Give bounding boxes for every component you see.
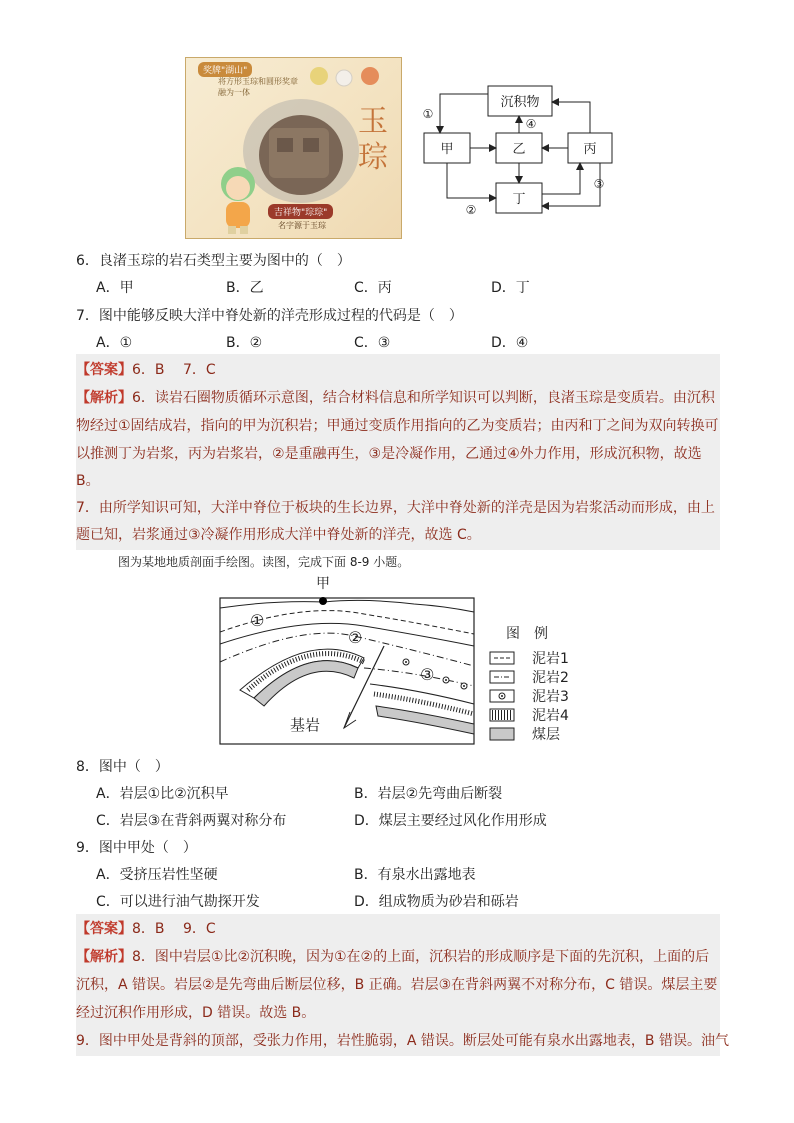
poster-big-char-2: 琮 (358, 140, 388, 175)
explanation-1-line2: 物经过①固结成岩，指向的甲为沉积岩；甲通过变质作用指向的乙为变质岩；由丙和丁之间为双向转换可 (76, 418, 719, 434)
label-n1: ① (422, 107, 434, 121)
q7-option-d[interactable]: D．④ (491, 335, 529, 351)
section-label-bedrock: 基岩 (290, 716, 321, 734)
explanation-label-1: 【解析】 (76, 390, 132, 406)
legend-item-2: 泥岩2 (532, 670, 569, 686)
legend-item-5: 煤层 (532, 727, 560, 743)
label-n4: ④ (525, 117, 537, 131)
section-label-3: ③ (420, 665, 435, 684)
medals-icon (304, 60, 394, 96)
explanation-2-line3: 经过沉积作用形成，D 错误。故选 B。 (76, 1005, 316, 1021)
explanation-2-line2: 沉积，A 错误。岩层②是先弯曲后断层位移，B 正确。岩层③在背斜两翼不对称分布，C 错误。煤层主要 (76, 977, 718, 993)
answer-1 (76, 359, 216, 379)
q7-stem: 7．图中能够反映大洋中脊处新的洋壳形成过程的代码是（ ） (76, 308, 463, 324)
answer-2 (76, 918, 216, 938)
explanation-2-line4: 9．图中甲处是背斜的顶部，受张力作用，岩性脆弱，A 错误。断层处可能有泉水出露地表，B 错误。油气 (76, 1033, 729, 1049)
q8-stem: 8．图中（ ） (76, 759, 169, 775)
legend-item-3: 泥岩3 (532, 689, 569, 705)
q9-stem: 9．图中甲处（ ） (76, 840, 197, 856)
explanation-2-line1 (76, 946, 709, 966)
answer-text-1: 6．B 7．C (132, 362, 216, 378)
legend-item-1: 泥岩1 (532, 651, 569, 667)
explanation-1-text1: 6．读岩石圈物质循环示意图，结合材料信息和所学知识可以判断，良渚玉琮是变质岩。由沉积 (132, 390, 715, 406)
explanation-label-2: 【解析】 (76, 949, 132, 965)
explanation-1-line1 (76, 387, 715, 407)
answer-text-2: 8．B 9．C (132, 921, 216, 937)
q9-option-d[interactable]: D．组成物质为砂岩和砾岩 (354, 894, 519, 910)
q8-option-c[interactable]: C．岩层③在背斜两翼对称分布 (96, 813, 287, 829)
explanation-1-line6: 题已知，岩浆通过③冷凝作用形成大洋中脊处新的洋壳，故选 C。 (76, 527, 481, 543)
q6-option-a[interactable]: A．甲 (96, 280, 134, 296)
label-yi: 乙 (512, 142, 526, 157)
q6-option-b[interactable]: B．乙 (226, 280, 264, 296)
section-label-jia: 甲 (316, 576, 330, 592)
label-n3: ③ (593, 177, 605, 191)
label-ding: 丁 (512, 192, 526, 207)
legend-item-4: 泥岩4 (532, 708, 569, 724)
section-label-2: ② (348, 628, 363, 647)
section-label-1: ① (250, 611, 265, 630)
explanation-2-text1: 8．图中岩层①比②沉积晚，因为①在②的上面，沉积岩的形成顺序是下面的先沉积，上面的后 (132, 949, 710, 965)
explanation-1-line4: B。 (76, 473, 100, 489)
q9-option-c[interactable]: C．可以进行油气勘探开发 (96, 894, 260, 910)
q9-option-a[interactable]: A．受挤压岩性坚硬 (96, 867, 218, 883)
rock-cycle-diagram (418, 82, 618, 216)
q6-option-d[interactable]: D．丁 (491, 280, 530, 296)
poster-badge: 奖牌"湖山" (198, 62, 252, 77)
jade-cong-poster (185, 57, 402, 239)
intro-text: 图为某地地质剖面手绘图。读图，完成下面 8-9 小题。 (118, 555, 410, 569)
q6-option-c[interactable]: C．丙 (354, 280, 392, 296)
mascot-sub: 名字源于玉琮 (278, 221, 326, 230)
q8-option-d[interactable]: D．煤层主要经过风化作用形成 (354, 813, 547, 829)
q7-option-c[interactable]: C．③ (354, 335, 391, 351)
poster-line2: 融为一体 (218, 88, 250, 97)
geologic-section-diagram (214, 572, 594, 750)
q7-option-b[interactable]: B．② (226, 335, 263, 351)
explanation-1-line5: 7．由所学知识可知，大洋中脊位于板块的生长边界，大洋中脊处新的洋壳是因为岩浆活动而形成，由上 (76, 500, 715, 516)
poster-big-char-1: 玉 (358, 104, 388, 139)
explanation-1-line3: 以推测丁为岩浆，丙为岩浆岩，②是重融再生，③是冷凝作用，乙通过④外力作用，形成沉积物，故选 (76, 446, 702, 462)
q8-option-a[interactable]: A．岩层①比②沉积早 (96, 786, 229, 802)
label-jia: 甲 (440, 142, 454, 157)
q6-stem: 6．良渚玉琮的岩石类型主要为图中的（ ） (76, 253, 351, 269)
label-n2: ② (465, 203, 477, 216)
q7-option-a[interactable]: A．① (96, 335, 133, 351)
label-bing: 丙 (583, 142, 597, 157)
label-sediment: 沉积物 (500, 95, 540, 110)
answer-label-2: 【答案】 (76, 921, 132, 937)
q8-option-b[interactable]: B．岩层②先弯曲后断裂 (354, 786, 503, 802)
mascot-label: 吉祥物"琮琮" (268, 204, 333, 219)
mascot-icon (208, 164, 268, 236)
answer-label-1: 【答案】 (76, 362, 132, 378)
legend-title: 图 例 (506, 626, 548, 642)
poster-line1: 将方形玉琮和圆形奖章 (218, 77, 298, 86)
q9-option-b[interactable]: B．有泉水出露地表 (354, 867, 476, 883)
